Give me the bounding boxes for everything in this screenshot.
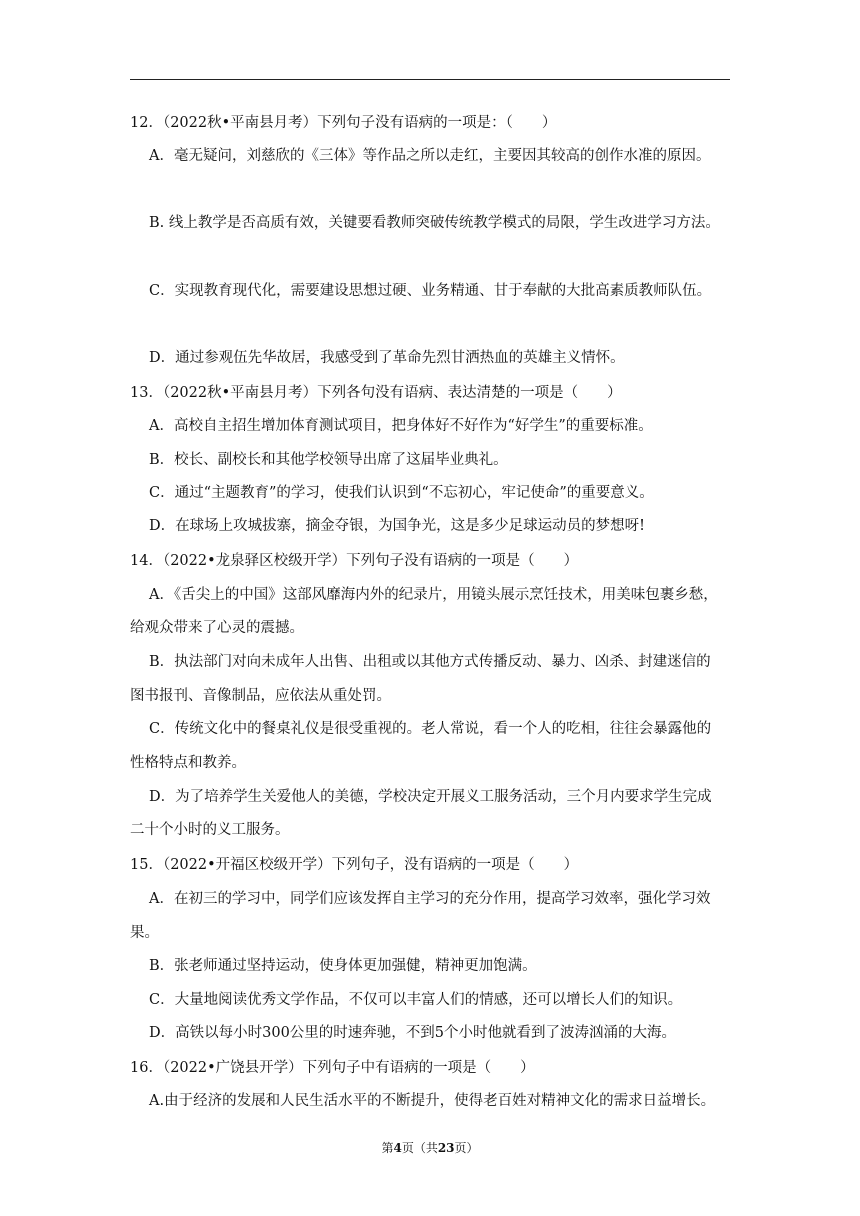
- question-15-option-b: B．张老师通过坚持运动，使身体更加强健，精神更加饱满。: [149, 958, 537, 974]
- question-15-stem: 15．（2022•开福区校级开学）下列句子，没有语病的一项是（ ）: [130, 857, 579, 873]
- question-12-option-b: B. 线上教学是否高质有效，关键要看教师突破传统教学模式的局限，学生改进学习方法。: [149, 215, 720, 231]
- question-15-option-a-cont: 果。: [130, 925, 159, 941]
- header-rule: [130, 79, 730, 80]
- question-14-option-d-cont: 二十个小时的义工服务。: [130, 822, 290, 838]
- question-14-option-a-cont: 给观众带来了心灵的震撼。: [130, 620, 304, 636]
- question-12-stem: 12．（2022秋•平南县月考）下列句子没有语病的一项是：（ ）: [130, 115, 557, 131]
- question-13-option-b: B．校长、副校长和其他学校领导出席了这届毕业典礼。: [149, 452, 508, 468]
- question-14-option-b-cont: 图书报刊、音像制品，应依法从重处罚。: [130, 688, 391, 704]
- footer-prefix: 第: [381, 1141, 394, 1155]
- question-15-option-c: C．大量地阅读优秀文学作品，不仅可以丰富人们的情感，还可以增长人们的知识。: [149, 992, 683, 1008]
- question-14-option-c-cont: 性格特点和教养。: [130, 755, 246, 771]
- footer-page-number: 4: [393, 1141, 402, 1155]
- question-15-option-d: D．高铁以每小时300公里的时速奔驰，不到5个小时他就看到了波涛汹涌的大海。: [149, 1025, 677, 1041]
- footer-total-pages: 23: [437, 1141, 455, 1155]
- question-12-option-a: A．毫无疑问，刘慈欣的《三体》等作品之所以走红，主要因其较高的创作水准的原因。: [149, 148, 711, 164]
- question-14-option-d: D．为了培养学生关爱他人的美德，学校决定开展义工服务活动，三个月内要求学生完成: [149, 789, 712, 805]
- page-footer: [0, 1140, 860, 1156]
- question-16-option-a: A.由于经济的发展和人民生活水平的不断提升，使得老百姓对精神文化的需求日益增长。: [149, 1093, 716, 1109]
- question-12-option-c: C．实现教育现代化，需要建设思想过硬、业务精通、甘于奉献的大批高素质教师队伍。: [149, 283, 712, 299]
- question-16-stem: 16．（2022•广饶县开学）下列句子中有语病的一项是（ ）: [130, 1060, 535, 1076]
- question-13-option-a: A．高校自主招生增加体育测试项目，把身体好不好作为“好学生”的重要标准。: [149, 418, 653, 434]
- footer-suffix: 页）: [454, 1141, 479, 1155]
- question-14-option-c: C．传统文化中的餐桌礼仪是很受重视的。老人常说，看一个人的吃相，往往会暴露他的: [149, 721, 712, 737]
- question-13-option-c: C．通过“主题教育”的学习，使我们认识到“不忘初心，牢记使命”的重要意义。: [149, 485, 654, 501]
- question-13-stem: 13．（2022秋•平南县月考）下列各句没有语病、表达清楚的一项是（ ）: [130, 385, 622, 401]
- question-13-option-d: D．在球场上攻城拔寨，摘金夺银，为国争光，这是多少足球运动员的梦想呀!: [149, 518, 645, 534]
- question-15-option-a: A．在初三的学习中，同学们应该发挥自主学习的充分作用，提高学习效率，强化学习效: [149, 891, 711, 907]
- question-14-stem: 14．（2022•龙泉驿区校级开学）下列句子没有语病的一项是（ ）: [130, 553, 579, 569]
- question-14-option-a: A．《舌尖上的中国》这部风靡海内外的纪录片，用镜头展示烹饪技术，用美味包裹乡愁，: [149, 587, 718, 603]
- question-12-option-d: D．通过参观伍先华故居，我感受到了革命先烈甘洒热血的英雄主义情怀。: [149, 350, 625, 366]
- footer-mid: 页（共: [401, 1141, 438, 1155]
- question-14-option-b: B．执法部门对向未成年人出售、出租或以其他方式传播反动、暴力、凶杀、封建迷信的: [149, 654, 711, 670]
